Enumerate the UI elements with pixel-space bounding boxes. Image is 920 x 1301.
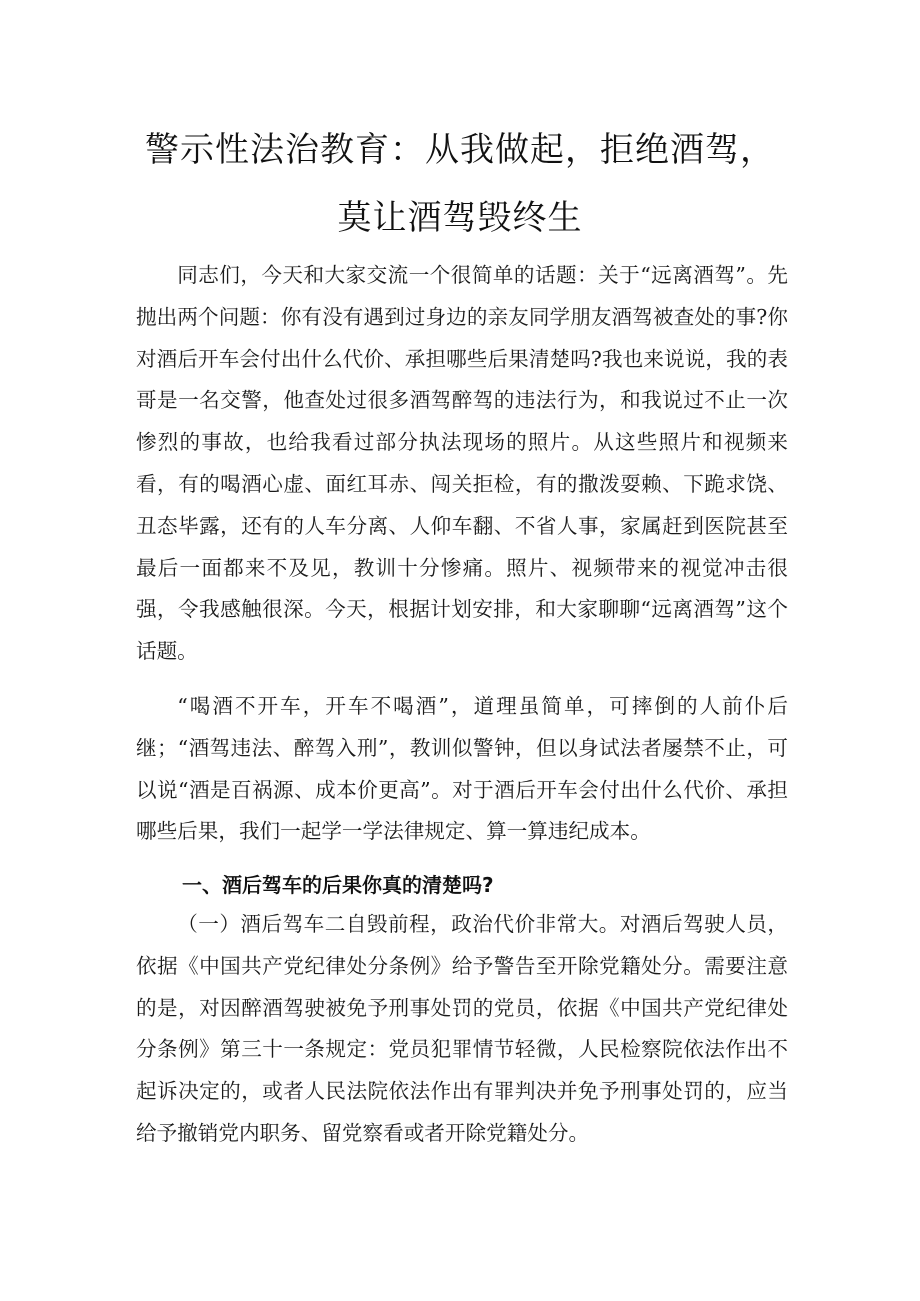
document-title-line-1: 警示性法治教育：从我做起，拒绝酒驾， [145,130,775,170]
document-title-line-2: 莫让酒驾毁终生 [337,198,583,238]
paragraph-intro: 同志们，今天和大家交流一个很简单的话题：关于“远离酒驾”。先抛出两个问题：你有没有遇到过身边的亲友同学朋友酒驾被查处的事?你对酒后开车会付出什么代价、承担哪些后果清楚吗?我也来说说，我的表哥是一名交警，他查处过很多酒驾醉驾的违法行为，和我说过不止一次惨烈的事故，也给我看过部分执法现场的照片。从这些照片和视频来看，有的喝酒心虚、面红耳赤、闯关拒检，有的撒泼耍赖、下跪求饶、丑态毕露，还有的人车分离、人仰车翻、不省人事，家属赶到医院甚至最后一面都来不及见，教训十分惨痛。照片、视频带来的视觉冲击很强，令我感触很深。今天，根据计划安排，和大家聊聊“远离酒驾”这个话题。 [136,263,788,664]
section-heading-1: 一、酒后驾车的后果你真的清楚吗? [182,873,494,897]
paragraph-political-cost: （一）酒后驾车二自毁前程，政治代价非常大。对酒后驾驶人员，依据《中国共产党纪律处分条例》给予警告至开除党籍处分。需要注意的是，对因醉酒驾驶被免予刑事处罚的党员，依据《中国共产党纪律处分条例》第三十一条规定：党员犯罪情节轻微，人民检察院依法作出不起诉决定的，或者人民法院依法作出有罪判决并免予刑事处罚的，应当给予撤销党内职务、留党察看或者开除党籍处分。 [136,912,788,1145]
paragraph-slogan: “喝酒不开车，开车不喝酒”，道理虽简单，可摔倒的人前仆后继；“酒驾违法、醉驾入刑”，教训似警钟，但以身试法者屡禁不止，可以说“酒是百祸源、成本价更高”。对于酒后开车会付出什么代价、承担哪些后果，我们一起学一学法律规定、算一算违纪成本。 [136,694,788,844]
